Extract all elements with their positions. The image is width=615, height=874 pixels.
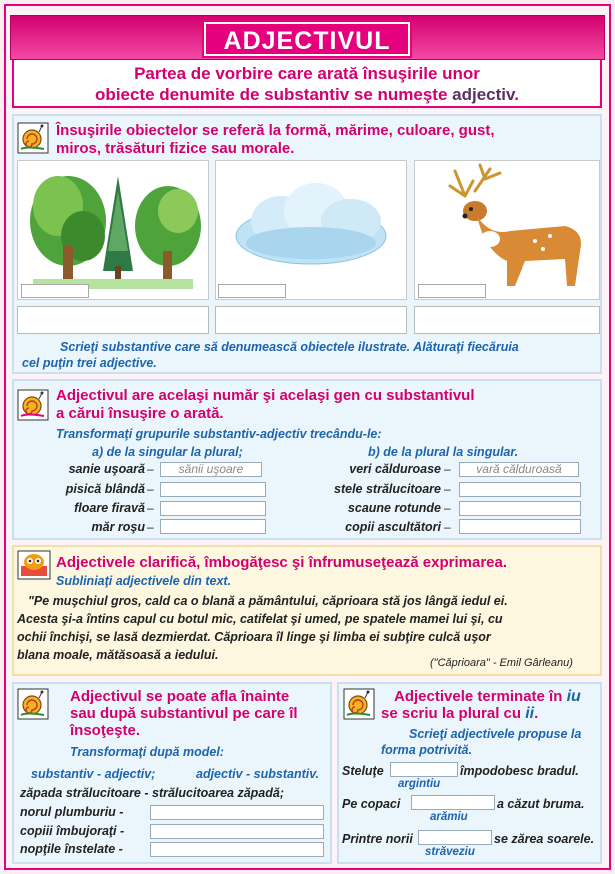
definition-line-1: Partea de vorbire care arată însuşirile unor xyxy=(134,64,480,83)
section4-heading-line-3: însoţeşte. xyxy=(70,722,141,739)
section4-heading-line-1: Adjectivul se poate afla înainte xyxy=(70,688,290,705)
snail-icon xyxy=(17,122,49,154)
row-dash: – xyxy=(147,501,154,515)
section4-instruction: Transformaţi după model: xyxy=(70,745,224,759)
image-frame-cloud xyxy=(215,160,407,300)
section1-instruction-line-1: Scrieţi substantive care să denumească obiectele ilustrate. Alăturaţi fiecăruia xyxy=(60,340,519,354)
row-dash: – xyxy=(147,520,154,534)
model-left: substantiv - adjectiv; xyxy=(31,767,156,781)
position-row-label: norul plumburiu - xyxy=(20,805,124,819)
plural-row-hint: argintiu xyxy=(398,778,441,790)
quote-source: ("Căprioara" - Emil Gârleanu) xyxy=(430,657,573,669)
left-row-answer[interactable]: sănii uşoare xyxy=(160,462,262,477)
section5-heading-text: Adjectivele terminate în xyxy=(394,688,567,705)
deer-answer-box[interactable] xyxy=(414,306,600,334)
row-dash: – xyxy=(444,501,451,515)
trees-label-box[interactable] xyxy=(21,284,89,298)
section2-heading-line-1: Adjectivul are acelaşi număr şi acelaşi gen cu substantivul xyxy=(56,387,475,404)
section5-keyword-iu: iu xyxy=(566,688,581,705)
section2-instruction: Transformaţi grupurile substantiv-adjectiv trecându-le: xyxy=(56,427,382,441)
cloud-answer-box[interactable] xyxy=(215,306,407,334)
plural-row-before: Steluţe xyxy=(342,764,384,778)
left-row-answer[interactable] xyxy=(160,482,266,497)
plural-row-answer[interactable] xyxy=(418,830,492,845)
position-row-label: copiii îmbujoraţi - xyxy=(20,824,125,838)
definition-box xyxy=(12,60,602,108)
cloud-label-box[interactable] xyxy=(218,284,286,298)
plural-row-after: a căzut bruma. xyxy=(497,797,585,811)
section2-right-title: b) de la plural la singular. xyxy=(368,445,519,459)
right-row-label: veri călduroase xyxy=(349,462,441,476)
right-row-answer[interactable] xyxy=(459,519,581,534)
left-row-label: pisică blândă xyxy=(65,482,145,496)
section2-left-title: a) de la singular la plural; xyxy=(92,445,243,459)
section3-instruction: Subliniaţi adjectivele din text. xyxy=(56,574,232,588)
section3-heading: Adjectivele clarifică, îmbogăţesc şi înfrumuseţează exprimarea. xyxy=(56,554,508,571)
trees-icon xyxy=(18,161,208,299)
plural-row-after: împodobesc bradul. xyxy=(460,764,579,778)
section5-keyword-ii: ii xyxy=(525,705,535,722)
quote-line-3: ochii închişi, se lasă dezmierdat. Căprioara îl linge şi limba ei subţire culcă uşor xyxy=(17,630,491,644)
row-dash: – xyxy=(147,462,154,476)
section5-heading-text: se scriu la plural cu xyxy=(381,705,526,722)
right-row-label: stele strălucitoare xyxy=(334,482,441,496)
row-dash: – xyxy=(444,482,451,496)
snail-icon xyxy=(17,688,49,720)
right-row-answer[interactable]: vară călduroasă xyxy=(459,462,579,477)
position-row-answer[interactable] xyxy=(150,805,324,820)
definition-end: . xyxy=(514,85,519,104)
section1-heading-line-2: miros, trăsături fizice sau morale. xyxy=(56,140,295,157)
definition-line-2-text: obiecte denumite de substantiv se numeşte xyxy=(95,85,453,104)
section5-heading-line-2 xyxy=(381,705,538,723)
plural-row-answer[interactable] xyxy=(411,795,495,810)
left-row-answer[interactable] xyxy=(160,501,266,516)
quote-line-1: "Pe muşchiul gros, cald ca o blană a pământului, căprioara stă jos lângă iedul ei. xyxy=(28,594,508,608)
definition-line-2 xyxy=(14,84,600,105)
position-row-answer[interactable] xyxy=(150,824,324,839)
plural-row-after: se zărea soarele. xyxy=(494,832,595,846)
position-row-answer[interactable] xyxy=(150,842,324,857)
model-right: adjectiv - substantiv. xyxy=(196,767,319,781)
right-row-answer[interactable] xyxy=(459,501,581,516)
position-example: zăpada strălucitoare - strălucitoarea zăpadă; xyxy=(20,786,284,800)
section2-heading-line-2: a cărui însuşire o arată. xyxy=(56,405,224,422)
quote-line-4: blana moale, mătăsoasă a iedului. xyxy=(17,648,219,662)
deer-icon xyxy=(415,161,599,299)
row-dash: – xyxy=(444,462,451,476)
left-row-label: măr roşu xyxy=(91,520,145,534)
position-row-label: nopţile înstelate - xyxy=(20,842,123,856)
section1-instruction-line-2: cel puţin trei adjective. xyxy=(22,356,157,370)
trees-answer-box[interactable] xyxy=(17,306,209,334)
image-frame-deer xyxy=(414,160,600,300)
deer-label-box[interactable] xyxy=(418,284,486,298)
row-dash: – xyxy=(147,482,154,496)
section5-instruction-line-2: forma potrivită. xyxy=(381,743,472,757)
right-row-label: scaune rotunde xyxy=(347,501,441,515)
quote-line-2: Acesta şi-a întins capul cu botul mic, catifelat şi umed, pe spatele mamei lui şi, cu xyxy=(17,612,503,626)
image-frame-trees xyxy=(17,160,209,300)
page-title: ADJECTIVUL xyxy=(204,22,410,56)
plural-row-hint: arămiu xyxy=(430,811,468,823)
section5-heading-end: . xyxy=(534,705,539,722)
section5-instruction-line-1: Scrieţi adjectivele propuse la xyxy=(409,727,582,741)
plural-row-answer[interactable] xyxy=(390,762,458,777)
cloud-icon xyxy=(216,161,406,299)
snail-icon xyxy=(17,389,49,421)
right-row-answer[interactable] xyxy=(459,482,581,497)
right-row-label: copii ascultători xyxy=(345,520,441,534)
section4-heading-line-2: sau după substantivul pe care îl xyxy=(70,705,298,722)
book-owl-icon xyxy=(17,550,51,580)
snail-icon xyxy=(343,688,375,720)
section1-heading-line-1: Însuşirile obiectelor se referă la formă, mărime, culoare, gust, xyxy=(56,122,495,139)
plural-row-before: Printre norii xyxy=(342,832,413,846)
left-row-label: floare firavă xyxy=(74,501,145,515)
section5-heading-line-1 xyxy=(394,688,581,706)
definition-keyword: adjectiv xyxy=(452,85,515,104)
plural-row-hint: străveziu xyxy=(425,846,475,858)
plural-row-before: Pe copaci xyxy=(342,797,401,811)
left-row-answer[interactable] xyxy=(160,519,266,534)
row-dash: – xyxy=(444,520,451,534)
left-row-label: sanie uşoară xyxy=(68,462,145,476)
